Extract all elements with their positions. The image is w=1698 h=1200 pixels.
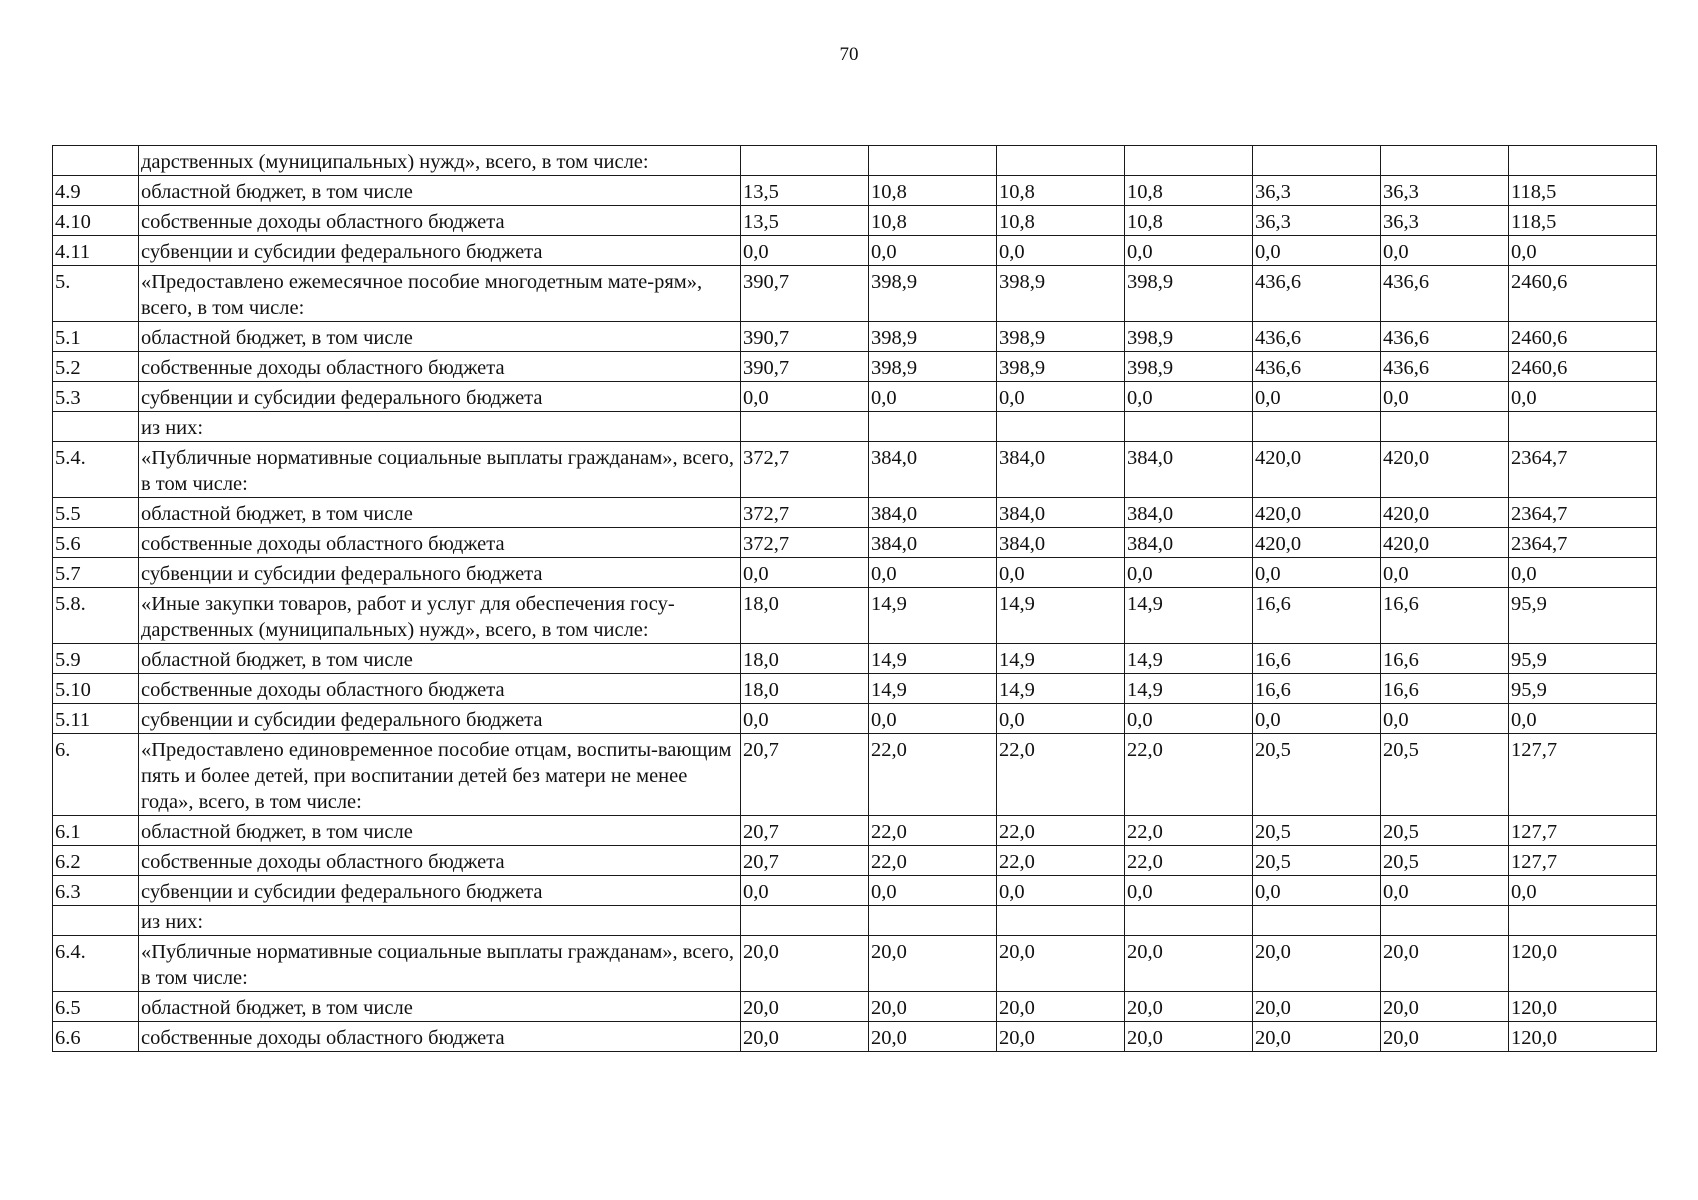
value-cell: 22,0 [997, 816, 1125, 846]
value-cell: 20,5 [1253, 734, 1381, 816]
value-cell: 22,0 [1125, 846, 1253, 876]
value-cell: 0,0 [1509, 558, 1657, 588]
value-cell: 14,9 [997, 644, 1125, 674]
row-label-cell: собственные доходы областного бюджета [139, 206, 741, 236]
value-cell: 390,7 [741, 352, 869, 382]
value-cell: 36,3 [1381, 206, 1509, 236]
row-label-cell: собственные доходы областного бюджета [139, 1022, 741, 1052]
row-number-cell: 5.4. [53, 442, 139, 498]
value-cell [1253, 412, 1381, 442]
row-number-cell [53, 146, 139, 176]
value-cell: 0,0 [1381, 876, 1509, 906]
value-cell: 14,9 [869, 644, 997, 674]
row-number-cell: 5.7 [53, 558, 139, 588]
value-cell: 0,0 [741, 382, 869, 412]
value-cell: 22,0 [997, 846, 1125, 876]
value-cell: 120,0 [1509, 1022, 1657, 1052]
table-row [53, 146, 1657, 176]
value-cell: 20,7 [741, 734, 869, 816]
value-cell: 20,0 [1381, 1022, 1509, 1052]
value-cell [1381, 906, 1509, 936]
value-cell: 0,0 [1253, 876, 1381, 906]
table-row [53, 704, 1657, 734]
value-cell: 14,9 [1125, 674, 1253, 704]
value-cell: 398,9 [997, 322, 1125, 352]
value-cell [869, 412, 997, 442]
value-cell: 0,0 [1125, 558, 1253, 588]
row-number-cell: 5.10 [53, 674, 139, 704]
value-cell: 120,0 [1509, 992, 1657, 1022]
row-number-cell: 6.3 [53, 876, 139, 906]
value-cell: 20,7 [741, 816, 869, 846]
value-cell: 0,0 [997, 558, 1125, 588]
value-cell: 0,0 [1125, 876, 1253, 906]
value-cell: 420,0 [1253, 528, 1381, 558]
row-number-cell: 5.6 [53, 528, 139, 558]
value-cell: 0,0 [1253, 382, 1381, 412]
value-cell: 20,0 [997, 936, 1125, 992]
value-cell: 0,0 [997, 704, 1125, 734]
value-cell: 0,0 [1509, 236, 1657, 266]
row-label-cell: областной бюджет, в том числе [139, 816, 741, 846]
row-number-cell: 5.9 [53, 644, 139, 674]
value-cell: 127,7 [1509, 734, 1657, 816]
table-row [53, 734, 1657, 816]
table-row [53, 936, 1657, 992]
value-cell [1125, 412, 1253, 442]
value-cell [1381, 146, 1509, 176]
value-cell: 420,0 [1253, 498, 1381, 528]
value-cell: 95,9 [1509, 674, 1657, 704]
row-label-cell: собственные доходы областного бюджета [139, 846, 741, 876]
value-cell: 384,0 [869, 528, 997, 558]
row-number-cell: 6.4. [53, 936, 139, 992]
value-cell: 0,0 [997, 236, 1125, 266]
row-label-cell: «Предоставлено ежемесячное пособие многодетным мате-рям», всего, в том числе: [139, 266, 741, 322]
row-number-cell: 5.8. [53, 588, 139, 644]
table-row [53, 382, 1657, 412]
value-cell [1253, 906, 1381, 936]
value-cell: 16,6 [1381, 674, 1509, 704]
value-cell: 0,0 [1509, 382, 1657, 412]
value-cell: 20,0 [741, 1022, 869, 1052]
value-cell: 20,0 [741, 992, 869, 1022]
value-cell: 384,0 [869, 442, 997, 498]
value-cell: 384,0 [997, 528, 1125, 558]
value-cell: 384,0 [1125, 498, 1253, 528]
value-cell: 16,6 [1253, 674, 1381, 704]
value-cell: 0,0 [1125, 382, 1253, 412]
value-cell: 384,0 [1125, 528, 1253, 558]
row-number-cell: 4.11 [53, 236, 139, 266]
row-label-cell: собственные доходы областного бюджета [139, 352, 741, 382]
row-label-cell: «Публичные нормативные социальные выплаты гражданам», всего, в том числе: [139, 936, 741, 992]
table-row [53, 176, 1657, 206]
value-cell: 0,0 [997, 876, 1125, 906]
value-cell: 14,9 [869, 588, 997, 644]
row-label-cell: «Иные закупки товаров, работ и услуг для обеспечения госу-дарственных (муниципальных) нужд», всего, в том числе: [139, 588, 741, 644]
value-cell [997, 146, 1125, 176]
value-cell: 10,8 [1125, 206, 1253, 236]
value-cell: 0,0 [1253, 558, 1381, 588]
value-cell: 22,0 [1125, 816, 1253, 846]
value-cell: 2364,7 [1509, 498, 1657, 528]
value-cell: 0,0 [1509, 704, 1657, 734]
row-label-cell: из них: [139, 412, 741, 442]
value-cell: 95,9 [1509, 644, 1657, 674]
row-label-cell: собственные доходы областного бюджета [139, 528, 741, 558]
value-cell [869, 906, 997, 936]
row-number-cell: 6. [53, 734, 139, 816]
value-cell [741, 412, 869, 442]
value-cell: 20,0 [1125, 1022, 1253, 1052]
table-row [53, 352, 1657, 382]
table-row [53, 876, 1657, 906]
value-cell: 0,0 [869, 704, 997, 734]
table-row [53, 442, 1657, 498]
value-cell: 436,6 [1253, 266, 1381, 322]
value-cell: 398,9 [1125, 322, 1253, 352]
table-row [53, 236, 1657, 266]
value-cell: 10,8 [869, 206, 997, 236]
value-cell: 0,0 [997, 382, 1125, 412]
value-cell [997, 412, 1125, 442]
value-cell: 0,0 [1509, 876, 1657, 906]
value-cell: 0,0 [869, 236, 997, 266]
value-cell: 22,0 [997, 734, 1125, 816]
value-cell: 16,6 [1381, 644, 1509, 674]
row-label-cell: областной бюджет, в том числе [139, 992, 741, 1022]
value-cell: 18,0 [741, 588, 869, 644]
row-number-cell: 6.6 [53, 1022, 139, 1052]
page-number: 70 [839, 44, 859, 65]
value-cell: 420,0 [1381, 442, 1509, 498]
value-cell: 22,0 [869, 846, 997, 876]
value-cell: 13,5 [741, 176, 869, 206]
value-cell: 436,6 [1381, 322, 1509, 352]
value-cell: 0,0 [1381, 558, 1509, 588]
value-cell: 18,0 [741, 644, 869, 674]
value-cell: 0,0 [1381, 704, 1509, 734]
value-cell: 10,8 [997, 206, 1125, 236]
value-cell [741, 146, 869, 176]
value-cell: 95,9 [1509, 588, 1657, 644]
row-label-cell: «Предоставлено единовременное пособие отцам, воспиты-вающим пять и более детей, при воспитании детей без матери не менее года», всего, в том числе: [139, 734, 741, 816]
value-cell: 20,0 [869, 1022, 997, 1052]
table-row [53, 816, 1657, 846]
value-cell [1125, 146, 1253, 176]
row-label-cell: субвенции и субсидии федерального бюджета [139, 704, 741, 734]
value-cell: 2460,6 [1509, 266, 1657, 322]
value-cell: 390,7 [741, 266, 869, 322]
row-label-cell: дарственных (муниципальных) нужд», всего, в том числе: [139, 146, 741, 176]
value-cell: 20,0 [1125, 936, 1253, 992]
value-cell: 120,0 [1509, 936, 1657, 992]
table-row [53, 644, 1657, 674]
value-cell [1509, 906, 1657, 936]
value-cell: 118,5 [1509, 206, 1657, 236]
value-cell: 372,7 [741, 442, 869, 498]
row-label-cell: субвенции и субсидии федерального бюджета [139, 558, 741, 588]
value-cell: 390,7 [741, 322, 869, 352]
table-row [53, 412, 1657, 442]
value-cell: 14,9 [997, 674, 1125, 704]
value-cell: 22,0 [1125, 734, 1253, 816]
row-label-cell: областной бюджет, в том числе [139, 322, 741, 352]
table-row [53, 992, 1657, 1022]
row-number-cell: 5.3 [53, 382, 139, 412]
row-label-cell: субвенции и субсидии федерального бюджета [139, 382, 741, 412]
value-cell [997, 906, 1125, 936]
row-label-cell: «Публичные нормативные социальные выплаты гражданам», всего, в том числе: [139, 442, 741, 498]
value-cell: 398,9 [997, 266, 1125, 322]
value-cell: 20,5 [1381, 734, 1509, 816]
value-cell: 36,3 [1253, 176, 1381, 206]
value-cell [869, 146, 997, 176]
value-cell: 2364,7 [1509, 528, 1657, 558]
value-cell: 2460,6 [1509, 352, 1657, 382]
value-cell: 398,9 [1125, 266, 1253, 322]
row-number-cell: 5. [53, 266, 139, 322]
value-cell: 372,7 [741, 498, 869, 528]
table-row [53, 846, 1657, 876]
row-label-cell: из них: [139, 906, 741, 936]
value-cell: 0,0 [1381, 236, 1509, 266]
value-cell: 398,9 [997, 352, 1125, 382]
value-cell: 20,5 [1253, 846, 1381, 876]
value-cell: 16,6 [1381, 588, 1509, 644]
value-cell: 20,0 [997, 1022, 1125, 1052]
value-cell: 127,7 [1509, 846, 1657, 876]
value-cell: 13,5 [741, 206, 869, 236]
value-cell: 10,8 [1125, 176, 1253, 206]
row-label-cell: областной бюджет, в том числе [139, 644, 741, 674]
value-cell: 127,7 [1509, 816, 1657, 846]
value-cell: 436,6 [1381, 352, 1509, 382]
value-cell: 20,0 [1253, 936, 1381, 992]
row-number-cell [53, 412, 139, 442]
row-number-cell: 4.9 [53, 176, 139, 206]
value-cell: 384,0 [997, 498, 1125, 528]
row-number-cell: 6.1 [53, 816, 139, 846]
value-cell: 420,0 [1253, 442, 1381, 498]
value-cell: 420,0 [1381, 528, 1509, 558]
value-cell: 384,0 [869, 498, 997, 528]
value-cell: 0,0 [1125, 236, 1253, 266]
value-cell: 22,0 [869, 816, 997, 846]
value-cell: 10,8 [997, 176, 1125, 206]
value-cell [1381, 412, 1509, 442]
table-row [53, 266, 1657, 322]
row-label-cell: субвенции и субсидии федерального бюджета [139, 236, 741, 266]
value-cell: 0,0 [741, 236, 869, 266]
value-cell: 420,0 [1381, 498, 1509, 528]
value-cell: 0,0 [869, 558, 997, 588]
row-label-cell: областной бюджет, в том числе [139, 498, 741, 528]
value-cell: 2364,7 [1509, 442, 1657, 498]
value-cell: 20,0 [1253, 1022, 1381, 1052]
value-cell: 20,0 [997, 992, 1125, 1022]
value-cell: 0,0 [869, 876, 997, 906]
table-row [53, 906, 1657, 936]
row-number-cell: 6.2 [53, 846, 139, 876]
value-cell: 20,0 [741, 936, 869, 992]
table-row [53, 528, 1657, 558]
value-cell: 398,9 [869, 352, 997, 382]
value-cell: 20,0 [869, 936, 997, 992]
row-number-cell: 5.11 [53, 704, 139, 734]
table-row [53, 558, 1657, 588]
row-label-cell: субвенции и субсидии федерального бюджета [139, 876, 741, 906]
table-body [53, 146, 1657, 1052]
value-cell: 384,0 [1125, 442, 1253, 498]
value-cell: 14,9 [1125, 644, 1253, 674]
row-number-cell: 5.2 [53, 352, 139, 382]
value-cell: 20,5 [1381, 816, 1509, 846]
value-cell [1125, 906, 1253, 936]
value-cell: 0,0 [1253, 704, 1381, 734]
value-cell [1509, 146, 1657, 176]
value-cell: 14,9 [1125, 588, 1253, 644]
value-cell: 398,9 [1125, 352, 1253, 382]
value-cell: 14,9 [997, 588, 1125, 644]
value-cell: 18,0 [741, 674, 869, 704]
value-cell: 384,0 [997, 442, 1125, 498]
value-cell: 0,0 [869, 382, 997, 412]
value-cell: 16,6 [1253, 588, 1381, 644]
value-cell: 20,0 [1125, 992, 1253, 1022]
value-cell: 22,0 [869, 734, 997, 816]
value-cell: 16,6 [1253, 644, 1381, 674]
value-cell: 436,6 [1253, 322, 1381, 352]
table-row [53, 206, 1657, 236]
value-cell: 372,7 [741, 528, 869, 558]
table-row [53, 674, 1657, 704]
value-cell [1509, 412, 1657, 442]
value-cell: 36,3 [1381, 176, 1509, 206]
value-cell: 20,0 [1253, 992, 1381, 1022]
row-number-cell: 6.5 [53, 992, 139, 1022]
value-cell [1253, 146, 1381, 176]
row-number-cell [53, 906, 139, 936]
table-row [53, 588, 1657, 644]
value-cell: 398,9 [869, 266, 997, 322]
row-number-cell: 4.10 [53, 206, 139, 236]
value-cell: 0,0 [1253, 236, 1381, 266]
value-cell: 2460,6 [1509, 322, 1657, 352]
value-cell: 36,3 [1253, 206, 1381, 236]
value-cell: 0,0 [1125, 704, 1253, 734]
value-cell: 118,5 [1509, 176, 1657, 206]
value-cell: 436,6 [1253, 352, 1381, 382]
value-cell: 436,6 [1381, 266, 1509, 322]
value-cell: 398,9 [869, 322, 997, 352]
row-label-cell: областной бюджет, в том числе [139, 176, 741, 206]
value-cell: 0,0 [741, 704, 869, 734]
table-row [53, 498, 1657, 528]
value-cell: 0,0 [1381, 382, 1509, 412]
value-cell: 10,8 [869, 176, 997, 206]
budget-table [52, 145, 1657, 1052]
row-number-cell: 5.5 [53, 498, 139, 528]
value-cell: 20,5 [1253, 816, 1381, 846]
table-row [53, 322, 1657, 352]
value-cell: 20,5 [1381, 846, 1509, 876]
value-cell: 14,9 [869, 674, 997, 704]
value-cell: 0,0 [741, 876, 869, 906]
value-cell: 20,0 [1381, 992, 1509, 1022]
value-cell: 20,7 [741, 846, 869, 876]
value-cell [741, 906, 869, 936]
row-number-cell: 5.1 [53, 322, 139, 352]
value-cell: 0,0 [741, 558, 869, 588]
value-cell: 20,0 [1381, 936, 1509, 992]
value-cell: 20,0 [869, 992, 997, 1022]
table-row [53, 1022, 1657, 1052]
row-label-cell: собственные доходы областного бюджета [139, 674, 741, 704]
